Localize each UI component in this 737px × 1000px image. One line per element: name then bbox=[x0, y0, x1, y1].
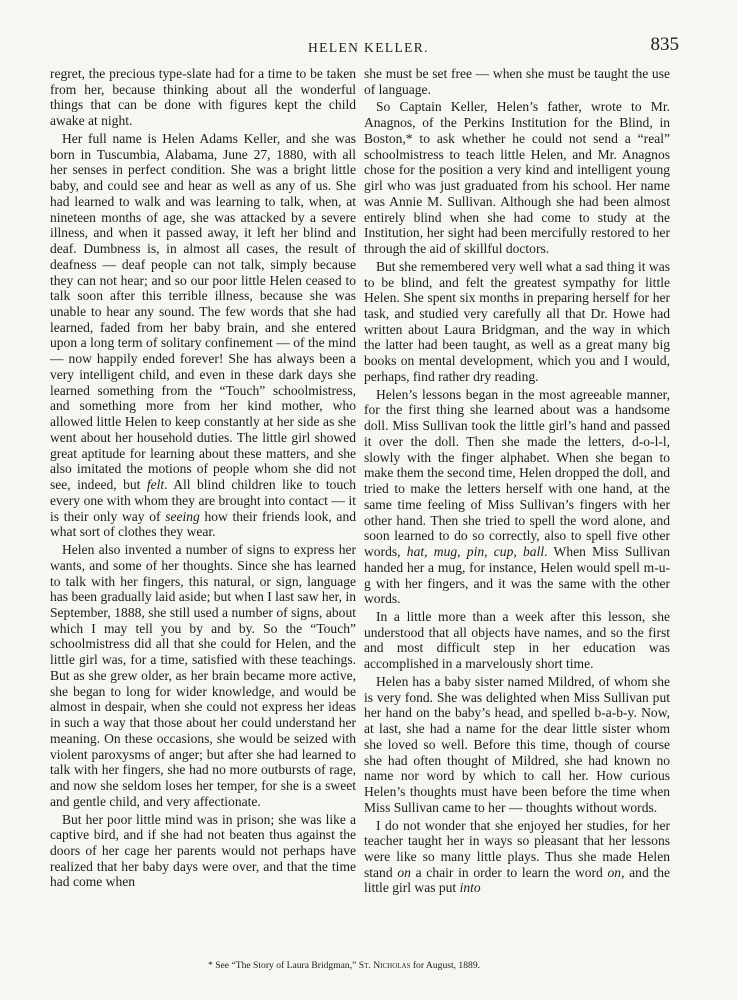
text-run: But she remembered very well what a sad thing it was to be blind, and felt the greatest sympathy for little Helen. She spent six months in preparing herself for her task, and studied very carefully all that Dr. Howe had written about Laura Bridgman, and the way in which the latter had been taught, as well as a great many big books on mental development, which you and I would, perhaps, find rather dry reading. bbox=[364, 258, 670, 384]
italic-text: into bbox=[459, 880, 481, 896]
left-column bbox=[50, 66, 356, 890]
italic-text: felt bbox=[146, 477, 165, 493]
text-run: Helen also invented a number of signs to express her wants, and some of her thoughts. Since she has learned to talk with her fingers, this natural, or sign, language has been gradually laid aside; but when I last saw her, in September, 1888, she still used a number of signs, about which I may tell you by and by. So the “Touch” schoolmistress did all that she could for Helen, and the little girl was, for a time, satisfied with these teachings. But as she grew older, as her brain became more active, she began to long for wider knowledge, and would be almost in despair, when she could not express her ideas in such a way that those about her could understand her meaning. On these occasions, she would be seized with violent paroxysms of anger; but after she had learned to talk with her fingers, she had no more outbursts of rage, and now she seldom loses her temper, for she is a sweet and gentle child, and very affectionate. bbox=[50, 542, 356, 809]
text-run: she must be set free — when she must be taught the use of language. bbox=[364, 66, 670, 97]
paragraph bbox=[364, 818, 670, 897]
paragraph bbox=[364, 259, 670, 385]
text-run: . All blind children like to touch every one with whom they are brought into contact — it is their only way of bbox=[50, 477, 357, 524]
footnote-prefix: * See “The Story of Laura Bridgman,” bbox=[208, 960, 359, 971]
right-column bbox=[364, 66, 670, 896]
text-run: But her poor little mind was in prison; she was like a captive bird, and if she had not beaten thus against the doors of her cage her parents would not perhaps have realized that her baby days were over, and that the time had come when bbox=[50, 811, 356, 890]
paragraph bbox=[364, 609, 670, 672]
italic-text: hat, mug, pin, cup, ball bbox=[406, 544, 545, 560]
paragraph bbox=[364, 66, 670, 97]
page-header bbox=[0, 36, 737, 66]
italic-text: on bbox=[607, 864, 622, 880]
text-run: . When Miss Sullivan handed her a mug, for instance, Helen would spell m-u-g with her fingers, and it was the same with the other words. bbox=[364, 544, 670, 607]
paragraph bbox=[364, 674, 670, 816]
text-run: In a little more than a week after this lesson, she understood that all objects have names, and so the first and most difficult step in her education was accomplished in a marvelously short time. bbox=[364, 608, 670, 672]
text-run: Helen has a baby sister named Mildred, of whom she is very fond. She was delighted when Miss Sullivan put her hand on the baby’s head, and spelled b-a-b-y. Now, at last, she had a name for the dear little sister whom she loved so well. Before this time, though of course she had often thought of Mildred, she had known no name nor word by which to call her. How curious Helen’s thoughts must have been before the time when Miss Sullivan came to her — thoughts without words. bbox=[364, 673, 670, 815]
text-run: how their friends look, and what sort of clothes they wear. bbox=[50, 508, 356, 540]
running-title: HELEN KELLER. bbox=[308, 40, 429, 55]
text-run: Her full name is Helen Adams Keller, and she was born in Tuscumbia, Alabama, June 27, 1880, with all her senses in perfect condition. She was a bright little baby, and could see and hear as well as any of us. She had learned to walk and was learning to talk, when, at nineteen months of age, she was attacked by a severe illness, and when it passed away, it left her blind and deaf. Dumbness is, in almost all cases, the result of deafness — deaf people can not talk, simply because they can not hear; and so our poor little Helen ceased to talk soon after this terrible illness, because she was unable to hear any sound. The few words that she had learned, faded from her baby brain, and she entered upon a long term of solitary confinement — of the mind — now happily ended forever! She has always been a very intelligent child, and even in these dark days she learned something from the “Touch” schoolmistress, and something more from her kind mother, who allowed little Helen to keep constantly at her side as she went about her household duties. The little girl showed great aptitude for learning about these matters, and she also imitated the motions of people whom she did not see, indeed, but bbox=[50, 130, 356, 493]
footnote-publication: St. Nicholas bbox=[358, 960, 411, 971]
footnote bbox=[208, 960, 668, 971]
paragraph bbox=[50, 812, 356, 891]
paragraph bbox=[364, 387, 670, 607]
text-run: , and the little girl was put bbox=[364, 864, 670, 896]
paragraph bbox=[50, 131, 356, 540]
text-run: Helen’s lessons began in the most agreeable manner, for the first thing she learned about was a handsome doll. Miss Sullivan took the little girl’s hand and passed it over the doll. Then she made the letters, d-o-l-l, slowly with the finger alphabet. When she began to make them the second time, Helen dropped the doll, and tried to make the letters herself with one hand, at the same time feeling of Miss Sullivan’s fingers with her other hand. Then she tried to spell the word alone, and soon learned to do so correctly, also to spell five other words, bbox=[364, 386, 670, 560]
paragraph bbox=[50, 66, 356, 129]
text-run: a chair in order to learn the word bbox=[410, 864, 608, 880]
text-run: I do not wonder that she enjoyed her studies, for her teacher taught her in ways so pleasant that her lessons were like so many little plays. Thus she made Helen stand bbox=[364, 817, 670, 880]
text-run: regret, the precious type-slate had for a time to be taken from her, because thinking about all the wonderful things that can be done with figures kept the child awake at night. bbox=[50, 66, 356, 129]
paragraph bbox=[364, 99, 670, 256]
italic-text: on bbox=[397, 864, 411, 880]
page-number: 835 bbox=[650, 34, 679, 55]
text-run: So Captain Keller, Helen’s father, wrote to Mr. Anagnos, of the Perkins Institution for the Blind, in Boston,* to ask whether he could not send a “real” schoolmistress to teach little Helen, and Mr. Anagnos chose for the position a very kind and intelligent young girl who was just graduated from his school. Her name was Annie M. Sullivan. Although she had been almost entirely blind when she had come to study at the Institution, her sight had been mercifully restored to her through the aid of skillful doctors. bbox=[364, 99, 670, 257]
italic-text: seeing bbox=[165, 508, 200, 524]
footnote-suffix: for August, 1889. bbox=[410, 960, 481, 971]
paragraph bbox=[50, 542, 356, 809]
